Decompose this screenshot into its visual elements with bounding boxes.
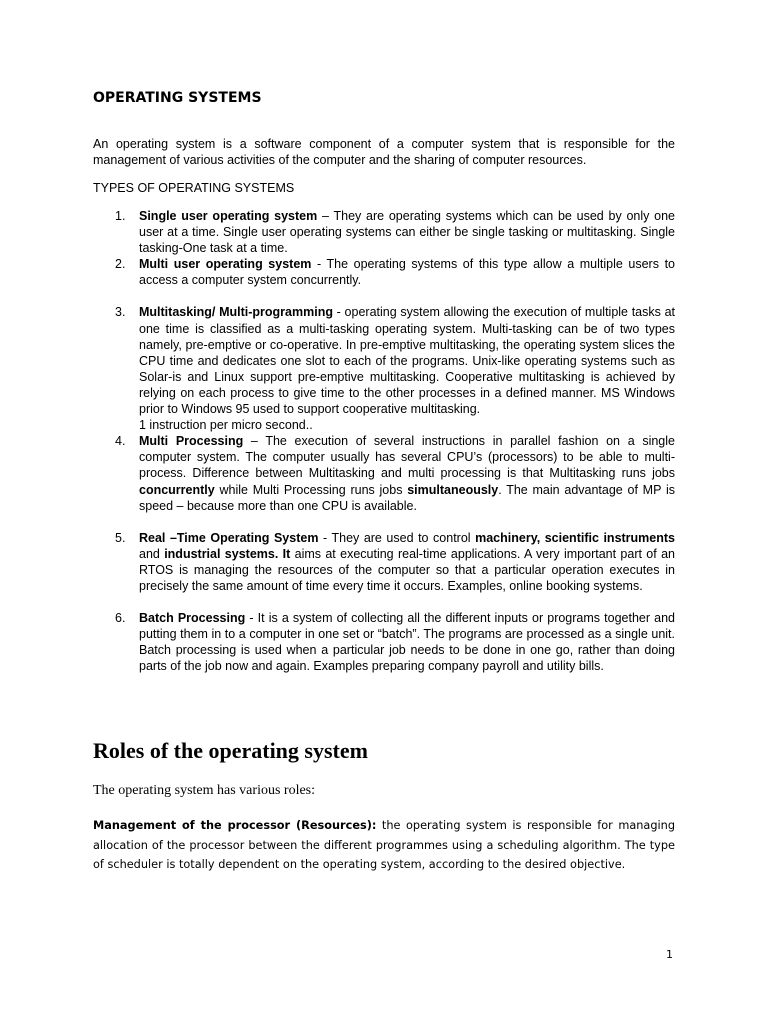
item-text: aims at executing real-time applications. A very important part of an RTOS is managing the resources of the computer so that a particular operation executes in precisely the same amount of time every time it occurs. Examples, online booking systems. [139,546,675,593]
list-number: 1. [115,209,126,223]
item-text: . The main advantage of MP is speed – because more than one CPU is available. [139,482,675,513]
item-text: - It is a system of collecting all the different inputs or programs together and putting them in to a computer in one set or “batch”. The programs are processed as a single unit. Batch processing is used when a particular job needs to be done in one go, rather than doing parts of the job now and again. Examples preparing company payroll and utility bills. [139,611,675,674]
intro-paragraph: An operating system is a software component of a computer system that is responsible for the management of various activities of the computer and the sharing of computer resources. [93,137,675,167]
item-text: and [139,546,165,561]
types-heading: TYPES OF OPERATING SYSTEMS [93,181,295,195]
roles-heading: Roles of the operating system [93,738,368,763]
item-term: Single user operating system [139,209,318,223]
item-extra-line: 1 instruction per micro second.. [139,418,313,433]
list-item-multi-user [93,256,675,288]
item-term: Real –Time Operating System [139,530,319,545]
item-text: - The operating systems of this type allow a multiple users to access a computer system concurrently. [139,257,675,288]
list-item-multitasking [93,304,675,433]
list-item-single-user [93,208,675,256]
item-text: - operating system allowing the execution of multiple tasks at one time is classified as a multi-tasking operating system. Multi-tasking can be of two types namely, pre-emptive or co-operative. In pre-emptive multitasking, the operating system slices the CPU time and dedicates one slot to each of the programs. Unix-like operating systems such as Solar-is and Linux support pre-emptive multitasking. Cooperative multitasking is achieved by relying on each process to give time to the other processes in a defined manner. MS Windows prior to Windows 95 used to support cooperative multitasking. [139,305,675,417]
item-term: Batch Processing [139,611,246,626]
roles-text: the operating system is responsible for managing allocation of the processor between the different programmes using a scheduling algorithm. The type of scheduler is totally dependent on the operating system, according to the desired objective. [93,819,675,871]
item-text: - They are used to control [318,530,476,545]
item-bold-text: industrial systems. It [164,546,291,561]
item-bold-text: machinery, scientific instruments [475,530,676,545]
item-text: – They are operating systems which can be used by only one user at a time. Single user operating systems can either be single tasking or multitasking. Single tasking-One task at a time. [139,209,676,256]
list-number: 3. [115,305,126,320]
list-item-real-time [93,530,675,594]
item-text: – The execution of several instructions in parallel fashion on a single computer system. The computer usually has several CPU’s (processors) to be able to multi-process. Difference between Multitasking and multi processing is that Multitasking runs jobs [139,434,675,481]
item-term: Multi user operating system [139,257,312,272]
list-number: 6. [115,611,126,626]
list-number: 5. [115,530,126,545]
list-number: 2. [115,257,126,272]
roles-term: Management of the processor (Resources): [93,819,377,832]
item-text: while Multi Processing runs jobs [214,482,408,497]
roles-paragraph [93,816,675,875]
document-title: OPERATING SYSTEMS [93,90,262,106]
types-list [93,208,675,674]
item-bold-text: concurrently [139,482,215,497]
list-item-batch-processing [93,610,675,674]
list-number: 4. [115,434,126,449]
list-item-multi-processing [93,433,675,513]
item-term: Multi Processing [139,434,244,449]
roles-intro: The operating system has various roles: [93,783,316,798]
item-term: Multitasking/ Multi-programming [139,305,333,320]
page-number: 1 [666,948,673,961]
item-bold-text: simultaneously [407,482,499,497]
